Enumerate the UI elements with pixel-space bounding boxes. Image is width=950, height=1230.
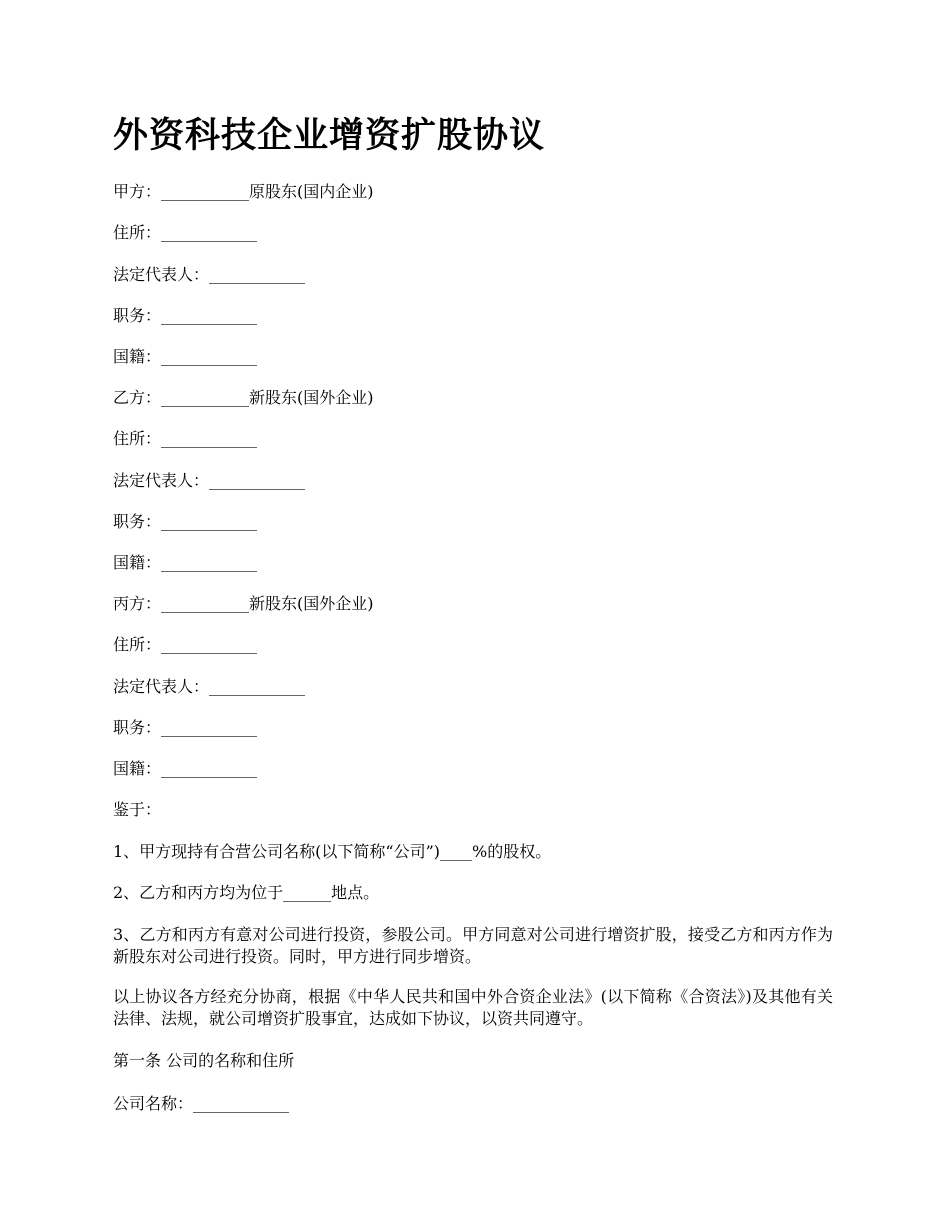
article-1-heading: 第一条 公司的名称和住所 [113, 1051, 295, 1070]
party-c-address: 住所：____________ [113, 635, 258, 654]
recital-3: 3、乙方和丙方有意对公司进行投资，参股公司。甲方同意对公司进行增资扩股，接受乙方和丙方作为新股东对公司进行投资。同时，甲方进行同步增资。 [113, 925, 833, 966]
company-name-line: 公司名称：____________ [113, 1094, 290, 1113]
party-b-nationality: 国籍：____________ [113, 553, 258, 572]
party-a-nationality: 国籍：____________ [113, 347, 258, 366]
party-b-representative: 法定代表人：____________ [113, 471, 306, 490]
party-b-position: 职务：____________ [113, 512, 258, 531]
document-title: 外资科技企业增资扩股协议 [113, 116, 546, 156]
party-a-address: 住所：____________ [113, 223, 258, 242]
party-c-line: 丙方：___________新股东(国外企业) [113, 594, 374, 613]
recital-2: 2、乙方和丙方均为位于______地点。 [113, 883, 380, 902]
party-c-position: 职务：____________ [113, 718, 258, 737]
party-c-nationality: 国籍：____________ [113, 759, 258, 778]
recital-1: 1、甲方现持有合营公司名称(以下简称“公司”)____%的股权。 [113, 842, 552, 861]
whereas-heading: 鉴于： [113, 800, 162, 819]
agreement-preamble: 以上协议各方经充分协商，根据《中华人民共和国中外合资企业法》(以下简称《合资法》)及其他有关法律、法规，就公司增资扩股事宜，达成如下协议，以资共同遵守。 [113, 987, 833, 1028]
party-a-representative: 法定代表人：____________ [113, 265, 306, 284]
party-b-address: 住所：____________ [113, 429, 258, 448]
party-a-line: 甲方：___________原股东(国内企业) [113, 182, 374, 201]
party-b-line: 乙方：___________新股东(国外企业) [113, 388, 374, 407]
party-a-position: 职务：____________ [113, 306, 258, 325]
party-c-representative: 法定代表人：____________ [113, 677, 306, 696]
